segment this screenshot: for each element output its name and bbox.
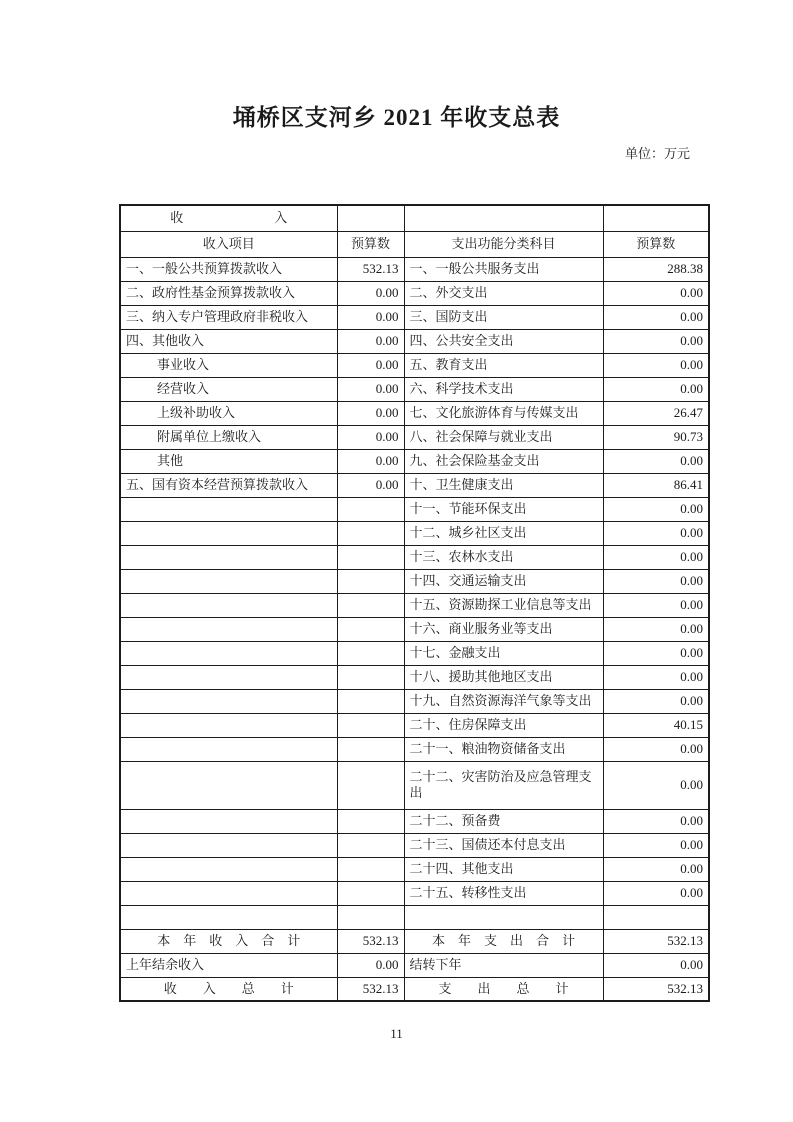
- income-item-cell: 二、政府性基金预算拨款收入: [120, 281, 337, 305]
- expense-item-cell: [404, 905, 603, 929]
- expense-budget-column-header: 预算数: [603, 231, 709, 257]
- income-item-cell: 一、一般公共预算拨款收入: [120, 257, 337, 281]
- income-value-cell: 0.00: [337, 953, 404, 977]
- income-value-cell: [337, 641, 404, 665]
- expense-value-cell: 0.00: [603, 449, 709, 473]
- income-value-cell: [337, 665, 404, 689]
- expense-value-cell: 0.00: [603, 497, 709, 521]
- income-item-cell: 上年结余收入: [120, 953, 337, 977]
- expense-value-cell: 0.00: [603, 593, 709, 617]
- expense-item-cell: 二十二、灾害防治及应急管理支出: [404, 761, 603, 809]
- budget-summary-table: [119, 204, 710, 1002]
- expense-item-cell: 十三、农林水支出: [404, 545, 603, 569]
- table-row: [120, 689, 709, 713]
- empty-header-cell: [337, 205, 404, 231]
- expense-item-cell: 十九、自然资源海洋气象等支出: [404, 689, 603, 713]
- table-row: [120, 809, 709, 833]
- table-row: [120, 401, 709, 425]
- expense-item-cell: 本 年 支 出 合 计: [404, 929, 603, 953]
- table-row: [120, 617, 709, 641]
- income-value-cell: [337, 521, 404, 545]
- income-item-cell: [120, 881, 337, 905]
- expense-value-cell: 0.00: [603, 689, 709, 713]
- expense-item-cell: 二、外交支出: [404, 281, 603, 305]
- expense-item-cell: 十一、节能环保支出: [404, 497, 603, 521]
- expense-item-cell: 二十三、国债还本付息支出: [404, 833, 603, 857]
- income-value-cell: 0.00: [337, 305, 404, 329]
- expense-item-cell: 一、一般公共服务支出: [404, 257, 603, 281]
- expense-value-cell: 0.00: [603, 281, 709, 305]
- expense-value-cell: 0.00: [603, 953, 709, 977]
- expense-value-cell: 0.00: [603, 569, 709, 593]
- table-row: [120, 569, 709, 593]
- income-value-cell: 0.00: [337, 401, 404, 425]
- income-item-cell: 收 入 总 计: [120, 977, 337, 1001]
- expense-value-cell: 0.00: [603, 353, 709, 377]
- table-row: [120, 953, 709, 977]
- table-row: [120, 353, 709, 377]
- expense-item-cell: 二十一、粮油物资储备支出: [404, 737, 603, 761]
- expense-value-cell: 0.00: [603, 833, 709, 857]
- expense-item-cell: 六、科学技术支出: [404, 377, 603, 401]
- income-item-cell: [120, 905, 337, 929]
- income-item-cell: [120, 545, 337, 569]
- expense-item-cell: 十七、金融支出: [404, 641, 603, 665]
- expense-item-cell: 二十四、其他支出: [404, 857, 603, 881]
- expense-item-cell: 十四、交通运输支出: [404, 569, 603, 593]
- empty-header-cell: [404, 205, 603, 231]
- income-value-cell: [337, 857, 404, 881]
- income-value-cell: 0.00: [337, 449, 404, 473]
- income-item-cell: [120, 569, 337, 593]
- expense-item-cell: 三、国防支出: [404, 305, 603, 329]
- income-value-cell: [337, 569, 404, 593]
- expense-item-cell: 五、教育支出: [404, 353, 603, 377]
- income-value-cell: [337, 881, 404, 905]
- table-row: [120, 281, 709, 305]
- income-item-cell: 五、国有资本经营预算拨款收入: [120, 473, 337, 497]
- expense-item-cell: 十六、商业服务业等支出: [404, 617, 603, 641]
- income-value-cell: [337, 545, 404, 569]
- table-body: [120, 205, 709, 1001]
- income-section-title-cell: 收 入: [120, 205, 337, 231]
- expense-value-cell: 40.15: [603, 713, 709, 737]
- table-row: [120, 881, 709, 905]
- income-value-cell: 0.00: [337, 425, 404, 449]
- table-row: [120, 425, 709, 449]
- expense-item-cell: 九、社会保险基金支出: [404, 449, 603, 473]
- income-value-cell: [337, 593, 404, 617]
- expense-item-cell: 十二、城乡社区支出: [404, 521, 603, 545]
- income-value-cell: [337, 737, 404, 761]
- expense-item-cell: 八、社会保障与就业支出: [404, 425, 603, 449]
- table-row: [120, 521, 709, 545]
- expense-value-cell: 0.00: [603, 881, 709, 905]
- income-item-cell: [120, 761, 337, 809]
- income-item-cell: 附属单位上缴收入: [120, 425, 337, 449]
- expense-value-cell: 0.00: [603, 617, 709, 641]
- table-row: [120, 641, 709, 665]
- income-item-cell: [120, 617, 337, 641]
- table-row: [120, 593, 709, 617]
- expense-value-cell: 532.13: [603, 929, 709, 953]
- income-item-cell: [120, 497, 337, 521]
- income-item-cell: [120, 833, 337, 857]
- table-row: [120, 329, 709, 353]
- income-value-cell: 532.13: [337, 977, 404, 1001]
- expense-item-cell: 二十二、预备费: [404, 809, 603, 833]
- income-item-cell: 四、其他收入: [120, 329, 337, 353]
- expense-item-cell: 二十、住房保障支出: [404, 713, 603, 737]
- expense-item-cell: 十、卫生健康支出: [404, 473, 603, 497]
- table-row: [120, 497, 709, 521]
- expense-value-cell: 0.00: [603, 809, 709, 833]
- expense-item-cell: 二十五、转移性支出: [404, 881, 603, 905]
- table-row: [120, 857, 709, 881]
- income-value-cell: 0.00: [337, 281, 404, 305]
- income-value-cell: [337, 713, 404, 737]
- expense-value-cell: 0.00: [603, 377, 709, 401]
- income-value-cell: [337, 833, 404, 857]
- table-row: [120, 665, 709, 689]
- income-item-cell: [120, 665, 337, 689]
- expense-value-cell: 0.00: [603, 521, 709, 545]
- income-value-cell: [337, 761, 404, 809]
- income-value-cell: [337, 617, 404, 641]
- expense-value-cell: 0.00: [603, 761, 709, 809]
- income-item-column-header: 收入项目: [120, 231, 337, 257]
- income-value-cell: [337, 809, 404, 833]
- expense-item-column-header: 支出功能分类科目: [404, 231, 603, 257]
- unit-label: 单位：万元: [624, 146, 690, 161]
- expense-item-cell: 十五、资源勘探工业信息等支出: [404, 593, 603, 617]
- income-item-cell: 上级补助收入: [120, 401, 337, 425]
- expense-item-cell: 支 出 总 计: [404, 977, 603, 1001]
- income-item-cell: [120, 713, 337, 737]
- table-row: [120, 929, 709, 953]
- expense-value-cell: 0.00: [603, 737, 709, 761]
- expense-value-cell: 0.00: [603, 545, 709, 569]
- expense-item-cell: 结转下年: [404, 953, 603, 977]
- table-row: [120, 545, 709, 569]
- income-budget-column-header: 预算数: [337, 231, 404, 257]
- table-row: [120, 449, 709, 473]
- income-value-cell: 0.00: [337, 329, 404, 353]
- income-value-cell: 0.00: [337, 377, 404, 401]
- income-value-cell: 532.13: [337, 257, 404, 281]
- income-value-cell: 532.13: [337, 929, 404, 953]
- table-row: [120, 305, 709, 329]
- income-item-cell: [120, 857, 337, 881]
- page-number: 11: [390, 1026, 403, 1041]
- table-row: [120, 257, 709, 281]
- income-item-cell: [120, 689, 337, 713]
- expense-value-cell: 288.38: [603, 257, 709, 281]
- expense-value-cell: 90.73: [603, 425, 709, 449]
- income-value-cell: 0.00: [337, 353, 404, 377]
- income-item-cell: 三、纳入专户管理政府非税收入: [120, 305, 337, 329]
- income-value-cell: [337, 689, 404, 713]
- expense-value-cell: 26.47: [603, 401, 709, 425]
- income-item-cell: 本 年 收 入 合 计: [120, 929, 337, 953]
- expense-value-cell: 0.00: [603, 641, 709, 665]
- expense-value-cell: [603, 905, 709, 929]
- income-value-cell: [337, 497, 404, 521]
- expense-item-cell: 四、公共安全支出: [404, 329, 603, 353]
- table-row: [120, 737, 709, 761]
- income-item-cell: [120, 593, 337, 617]
- income-item-cell: 其他: [120, 449, 337, 473]
- income-value-cell: 0.00: [337, 473, 404, 497]
- expense-item-cell: 十八、援助其他地区支出: [404, 665, 603, 689]
- column-header-row: [120, 231, 709, 257]
- table-row: [120, 761, 709, 809]
- empty-header-cell: [603, 205, 709, 231]
- expense-value-cell: 0.00: [603, 857, 709, 881]
- expense-value-cell: 86.41: [603, 473, 709, 497]
- page-title: 埇桥区支河乡 2021 年收支总表: [232, 105, 561, 130]
- expense-value-cell: 532.13: [603, 977, 709, 1001]
- expense-value-cell: 0.00: [603, 329, 709, 353]
- income-item-cell: [120, 809, 337, 833]
- income-item-cell: [120, 737, 337, 761]
- income-item-cell: [120, 521, 337, 545]
- income-item-cell: [120, 641, 337, 665]
- table-row: [120, 833, 709, 857]
- income-section-header-row: [120, 205, 709, 231]
- table-row: [120, 473, 709, 497]
- expense-value-cell: 0.00: [603, 305, 709, 329]
- table-row: [120, 713, 709, 737]
- income-value-cell: [337, 905, 404, 929]
- table-row: [120, 377, 709, 401]
- income-item-cell: 事业收入: [120, 353, 337, 377]
- expense-item-cell: 七、文化旅游体育与传媒支出: [404, 401, 603, 425]
- table-row: [120, 905, 709, 929]
- income-item-cell: 经营收入: [120, 377, 337, 401]
- expense-value-cell: 0.00: [603, 665, 709, 689]
- table-row: [120, 977, 709, 1001]
